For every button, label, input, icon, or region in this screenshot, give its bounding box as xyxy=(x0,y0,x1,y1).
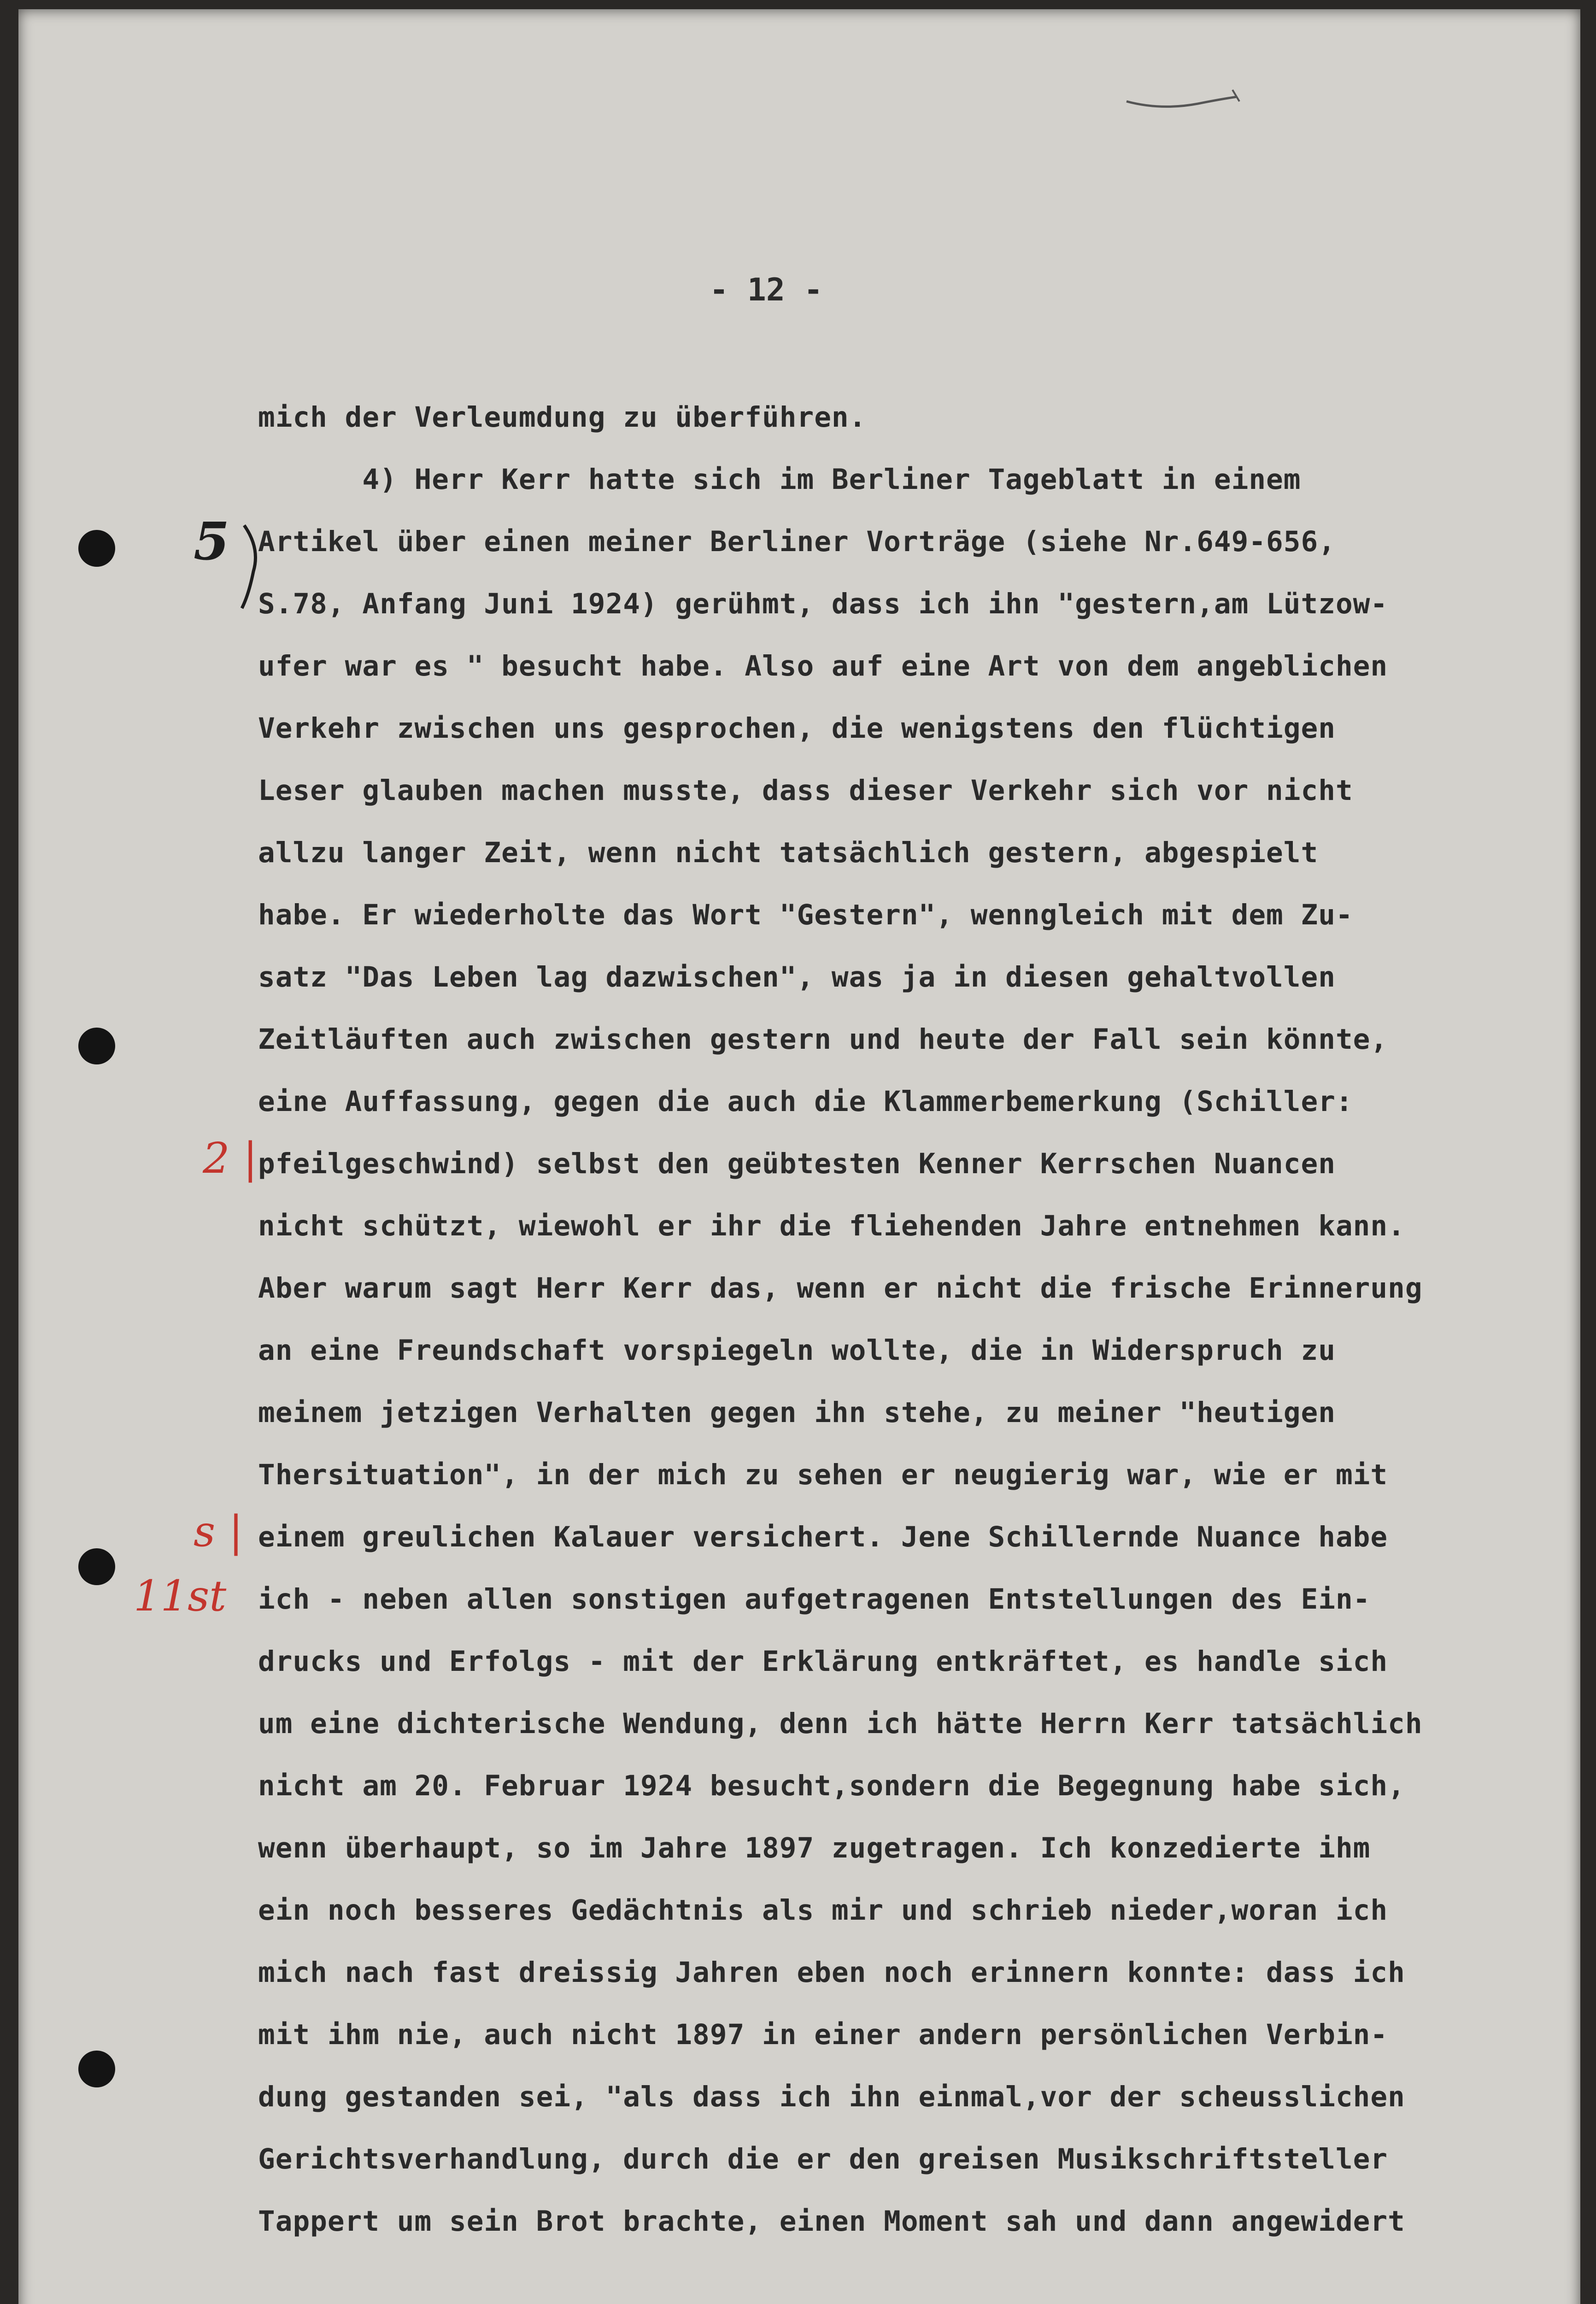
text-line-1: mich der Verleumdung zu überführen. xyxy=(258,401,867,434)
text-line-8: allzu langer Zeit, wenn nicht tatsächlich gestern, abgespielt xyxy=(258,836,1319,869)
text-line-19: einem greulichen Kalauer versichert. Jene Schillernde Nuance habe xyxy=(258,1521,1388,1553)
text-line-23: nicht am 20. Februar 1924 besucht,sondern die Begegnung habe sich, xyxy=(258,1769,1405,1802)
text-line-12: eine Auffassung, gegen die auch die Klammerbemerkung (Schiller: xyxy=(258,1085,1353,1118)
bracket-icon xyxy=(240,521,267,613)
text-line-7: Leser glauben machen musste, dass dieser Verkehr sich vor nicht xyxy=(258,774,1353,807)
text-line-29: Gerichtsverhandlung, durch die er den greisen Musikschriftsteller xyxy=(258,2143,1388,2175)
margin-note-2: 2 | xyxy=(203,1134,258,1183)
pencil-scribble-icon xyxy=(1124,83,1244,115)
text-line-21: drucks und Erfolgs - mit der Erklärung entkräftet, es handle sich xyxy=(258,1645,1388,1678)
text-line-17: meinem jetzigen Verhalten gegen ihn stehe, zu meiner "heutigen xyxy=(258,1396,1336,1429)
text-line-18: Thersituation", in der mich zu sehen er neugierig war, wie er mit xyxy=(258,1458,1388,1491)
text-line-25: ein noch besseres Gedächtnis als mir und schrieb nieder,woran ich xyxy=(258,1894,1388,1927)
text-line-22: um eine dichterische Wendung, denn ich hätte Herrn Kerr tatsächlich xyxy=(258,1707,1423,1740)
text-line-27: mit ihm nie, auch nicht 1897 in einer andern persönlichen Verbin- xyxy=(258,2018,1388,2051)
text-line-13: pfeilgeschwind) selbst den geübtesten Kenner Kerrschen Nuancen xyxy=(258,1147,1336,1180)
text-line-30: Tappert um sein Brot brachte, einen Moment sah und dann angewidert xyxy=(258,2205,1405,2238)
text-line-4: S.78, Anfang Juni 1924) gerühmt, dass ich ihn "gestern,am Lützow- xyxy=(258,588,1388,620)
text-line-11: Zeitläuften auch zwischen gestern und heute der Fall sein könnte, xyxy=(258,1023,1388,1056)
text-line-14: nicht schützt, wiewohl er ihr die fliehenden Jahre entnehmen kann. xyxy=(258,1210,1405,1242)
text-line-15: Aber warum sagt Herr Kerr das, wenn er nicht die frische Erinnerung xyxy=(258,1272,1423,1305)
margin-note-5: 5 xyxy=(194,511,229,572)
punch-hole xyxy=(78,2051,115,2087)
text-line-5: ufer war es " besucht habe. Also auf eine Art von dem angeblichen xyxy=(258,650,1388,682)
margin-note-11st: 11st xyxy=(134,1571,227,1621)
punch-hole xyxy=(78,1028,115,1064)
text-line-9: habe. Er wiederholte das Wort "Gestern", wenngleich mit dem Zu- xyxy=(258,899,1353,931)
text-line-24: wenn überhaupt, so im Jahre 1897 zugetragen. Ich konzedierte ihm xyxy=(258,1832,1371,1864)
text-line-2: 4) Herr Kerr hatte sich im Berliner Tageblatt in einem xyxy=(258,463,1301,496)
punch-hole xyxy=(78,530,115,567)
text-line-3: Artikel über einen meiner Berliner Vorträge (siehe Nr.649-656, xyxy=(258,525,1336,558)
text-line-6: Verkehr zwischen uns gesprochen, die wenigstens den flüchtigen xyxy=(258,712,1336,745)
text-line-16: an eine Freundschaft vorspiegeln wollte, die in Widerspruch zu xyxy=(258,1334,1336,1367)
text-line-20: ich - neben allen sonstigen aufgetragenen Entstellungen des Ein- xyxy=(258,1583,1371,1616)
margin-note-s: s | xyxy=(194,1507,243,1556)
text-line-28: dung gestanden sei, "als dass ich ihn einmal,vor der scheusslichen xyxy=(258,2081,1405,2113)
punch-hole xyxy=(78,1548,115,1585)
text-line-26: mich nach fast dreissig Jahren eben noch erinnern konnte: dass ich xyxy=(258,1956,1405,1989)
page-number: - 12 - xyxy=(710,272,823,308)
text-line-10: satz "Das Leben lag dazwischen", was ja in diesen gehaltvollen xyxy=(258,961,1336,993)
document-page xyxy=(18,9,1580,2304)
